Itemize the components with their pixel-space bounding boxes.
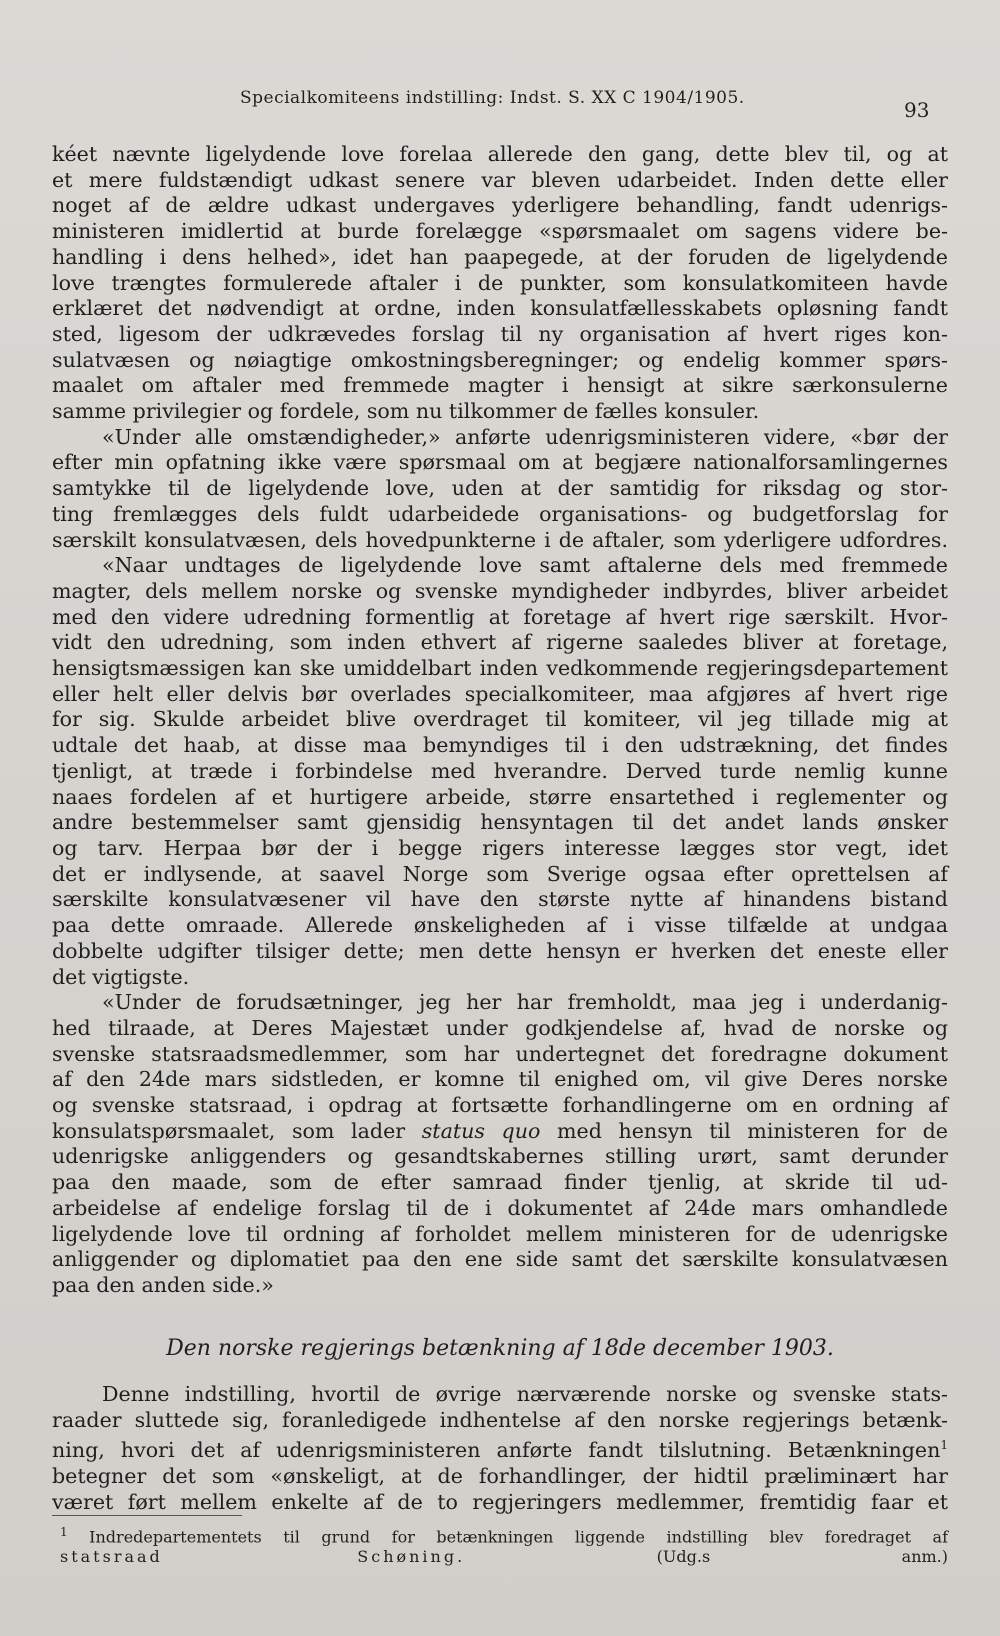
text-line: ligelydende love til ordning af forholdet mellem ministeren for de udenrigske	[52, 1221, 948, 1246]
text-line: Denne indstilling, hvortil de øvrige nærværende norske og svenske stats-	[102, 1382, 948, 1406]
paragraph	[52, 990, 948, 1298]
text-fragment: ning, hvori det af udenrigsministeren anførte fandt tilslutning. Betænkningen	[52, 1438, 941, 1463]
text-line: hed tilraade, at Deres Majestæt under godkjendelse af, hvad de norske og	[52, 1015, 948, 1040]
paragraph	[52, 142, 948, 425]
text-line: handling i dens helhed», idet han paapegede, at der foruden de ligelydende	[52, 244, 948, 269]
text-line: det er indlysende, at saavel Norge som Sverige ogsaa efter oprettelsen af	[52, 861, 948, 886]
text-line	[52, 1433, 948, 1464]
text-line: ministeren imidlertid at burde forelægge «spørsmaalet om sagens videre be-	[52, 219, 948, 244]
footnote-divider	[52, 1515, 242, 1516]
paragraph	[52, 425, 948, 554]
footnote	[60, 1522, 948, 1567]
page-number: 93	[904, 98, 930, 122]
text-line: love trængtes formulerede aftaler i de punkter, som konsulatkomiteen havde	[52, 270, 948, 295]
text-line: samtykke til de ligelydende love, uden at der samtidig for riksdag og stor-	[52, 476, 948, 501]
footnote-marker: 1	[60, 1525, 68, 1539]
text-line: med den videre udredning formentlig at foretage af hvert rige særskilt. Hvor-	[52, 604, 948, 629]
text-line: anliggender og diplomatiet paa den ene side samt det særskilte konsulatvæsen	[52, 1247, 948, 1272]
text-line: det vigtigste.	[52, 964, 190, 989]
text-line: et mere fuldstændigt udkast senere var bleven udarbeidet. Inden dette eller	[52, 167, 948, 192]
footnote-annotation: (Udg.s anm.)	[656, 1547, 948, 1567]
running-head: Specialkomiteens indstilling: Indst. S. XX C 1904/1905.	[240, 88, 745, 108]
body-text-continued	[52, 1382, 948, 1515]
text-line: magter, dels mellem norske og svenske myndigheder indbyrdes, bliver arbeidet	[52, 578, 948, 603]
text-line: for sig. Skulde arbeidet blive overdraget til komiteer, vil jeg tillade mig at	[52, 707, 948, 732]
text-line: sted, ligesom der udkrævedes forslag til ny organisation af hvert riges kon-	[52, 321, 948, 346]
text-line	[52, 1119, 948, 1145]
text-line: «Under de forudsætninger, jeg her har fremholdt, maa jeg i underdanig-	[102, 990, 948, 1015]
text-line: maalet om aftaler med fremmede magter i hensigt at sikre særkonsulerne	[52, 373, 948, 398]
text-line: og svenske statsraad, i opdrag at fortsætte forhandlingerne om en ordning af	[52, 1093, 948, 1118]
text-line: af den 24de mars sidstleden, er komne til enighed om, vil give Deres norske	[52, 1067, 948, 1092]
text-line: paa den anden side.»	[52, 1272, 274, 1297]
section-heading: Den norske regjerings betænkning af 18de december 1903.	[166, 1336, 834, 1361]
text-line: paa den maade, som de efter samraad finder tjenlig, at skride til ud-	[52, 1170, 948, 1195]
text-line: arbeidelse af endelige forslag til de i dokumentet af 24de mars omhandlede	[52, 1195, 948, 1220]
footnote-line	[60, 1547, 948, 1567]
italic-phrase: status quo	[421, 1118, 541, 1143]
text-line: samme privilegier og fordele, som nu tilkommer de fælles konsuler.	[52, 399, 760, 424]
paragraph	[52, 553, 948, 990]
text-line: sulatvæsen og nøiagtige omkostningsberegninger; og endelig kommer spørs-	[52, 347, 948, 372]
text-line: kéet nævnte ligelydende love forelaa allerede den gang, dette blev til, og at	[52, 142, 948, 166]
text-line: udtale det haab, at disse maa bemyndiges til i den udstrækning, det findes	[52, 733, 948, 758]
text-line: «Under alle omstændigheder,» anførte udenrigsministeren videre, «bør der	[102, 424, 948, 449]
text-line: raader sluttede sig, foranledigede indhentelse af den norske regjerings betænk-	[52, 1407, 948, 1432]
text-fragment: med hensyn til ministeren for de	[556, 1118, 948, 1143]
text-line: særskilte konsulatvæsener vil have den største nytte af hinandens bistand	[52, 887, 948, 912]
text-line: paa dette omraade. Allerede ønskeligheden af i visse tilfælde at undgaa	[52, 913, 948, 938]
text-line: og tarv. Herpaa bør der i begge rigers interesse lægges stor vegt, idet	[52, 835, 948, 860]
text-line: erklæret det nødvendigt at ordne, inden konsulatfællesskabets opløsning fandt	[52, 296, 948, 321]
text-line: andre bestemmelser samt gjensidig hensyntagen til det andet lands ønsker	[52, 810, 948, 835]
text-line: betegner det som «ønskeligt, at de forhandlinger, der hidtil præliminært har	[52, 1463, 948, 1488]
text-line: særskilt konsulatvæsen, dels hovedpunkterne i de aftaler, som yderligere udfordres.	[52, 527, 948, 552]
text-line: «Naar undtages de ligelydende love samt aftalerne dels med fremmede	[102, 553, 948, 578]
body-text	[52, 142, 948, 1299]
text-line: udenrigske anliggenders og gesandtskabernes stilling urørt, samt derunder	[52, 1144, 948, 1169]
text-line: efter min opfatning ikke være spørsmaal om at begjære nationalforsamlingernes	[52, 450, 948, 475]
text-line: naaes fordelen af et hurtigere arbeide, større ensartethed i reglementer og	[52, 784, 948, 809]
text-line: tjenligt, at træde i forbindelse med hverandre. Derved turde nemlig kunne	[52, 758, 948, 783]
text-line: ting fremlægges dels fuldt udarbeidede organisations- og budgetforslag for	[52, 501, 948, 526]
footnote-line	[60, 1522, 948, 1547]
text-line: hensigtsmæssigen kan ske umiddelbart inden vedkommende regjeringsdepartement	[52, 656, 948, 681]
paragraph	[52, 1382, 948, 1515]
text-fragment: konsulatspørsmaalet, som lader	[52, 1118, 406, 1143]
text-line: eller helt eller delvis bør overlades specialkomiteer, maa afgjøres af hvert rige	[52, 681, 948, 706]
footnote-ref: 1	[940, 1438, 948, 1453]
text-line: svenske statsraadsmedlemmer, som har undertegnet det foredragne dokument	[52, 1041, 948, 1066]
footnote-text: statsraad Schøning.	[60, 1547, 466, 1567]
text-line: været ført mellem enkelte af de to regjeringers medlemmer, fremtidig faar et	[52, 1489, 948, 1514]
text-line: dobbelte udgifter tilsiger dette; men dette hensyn er hverken det eneste eller	[52, 938, 948, 963]
text-line: noget af de ældre udkast undergaves yderligere behandling, fandt udenrigs-	[52, 193, 948, 218]
text-line: vidt den udredning, som inden ethvert af rigerne saaledes bliver at foretage,	[52, 630, 948, 655]
footnote-text: Indredepartementets til grund for betænkningen liggende indstilling blev foredraget af	[89, 1527, 949, 1547]
